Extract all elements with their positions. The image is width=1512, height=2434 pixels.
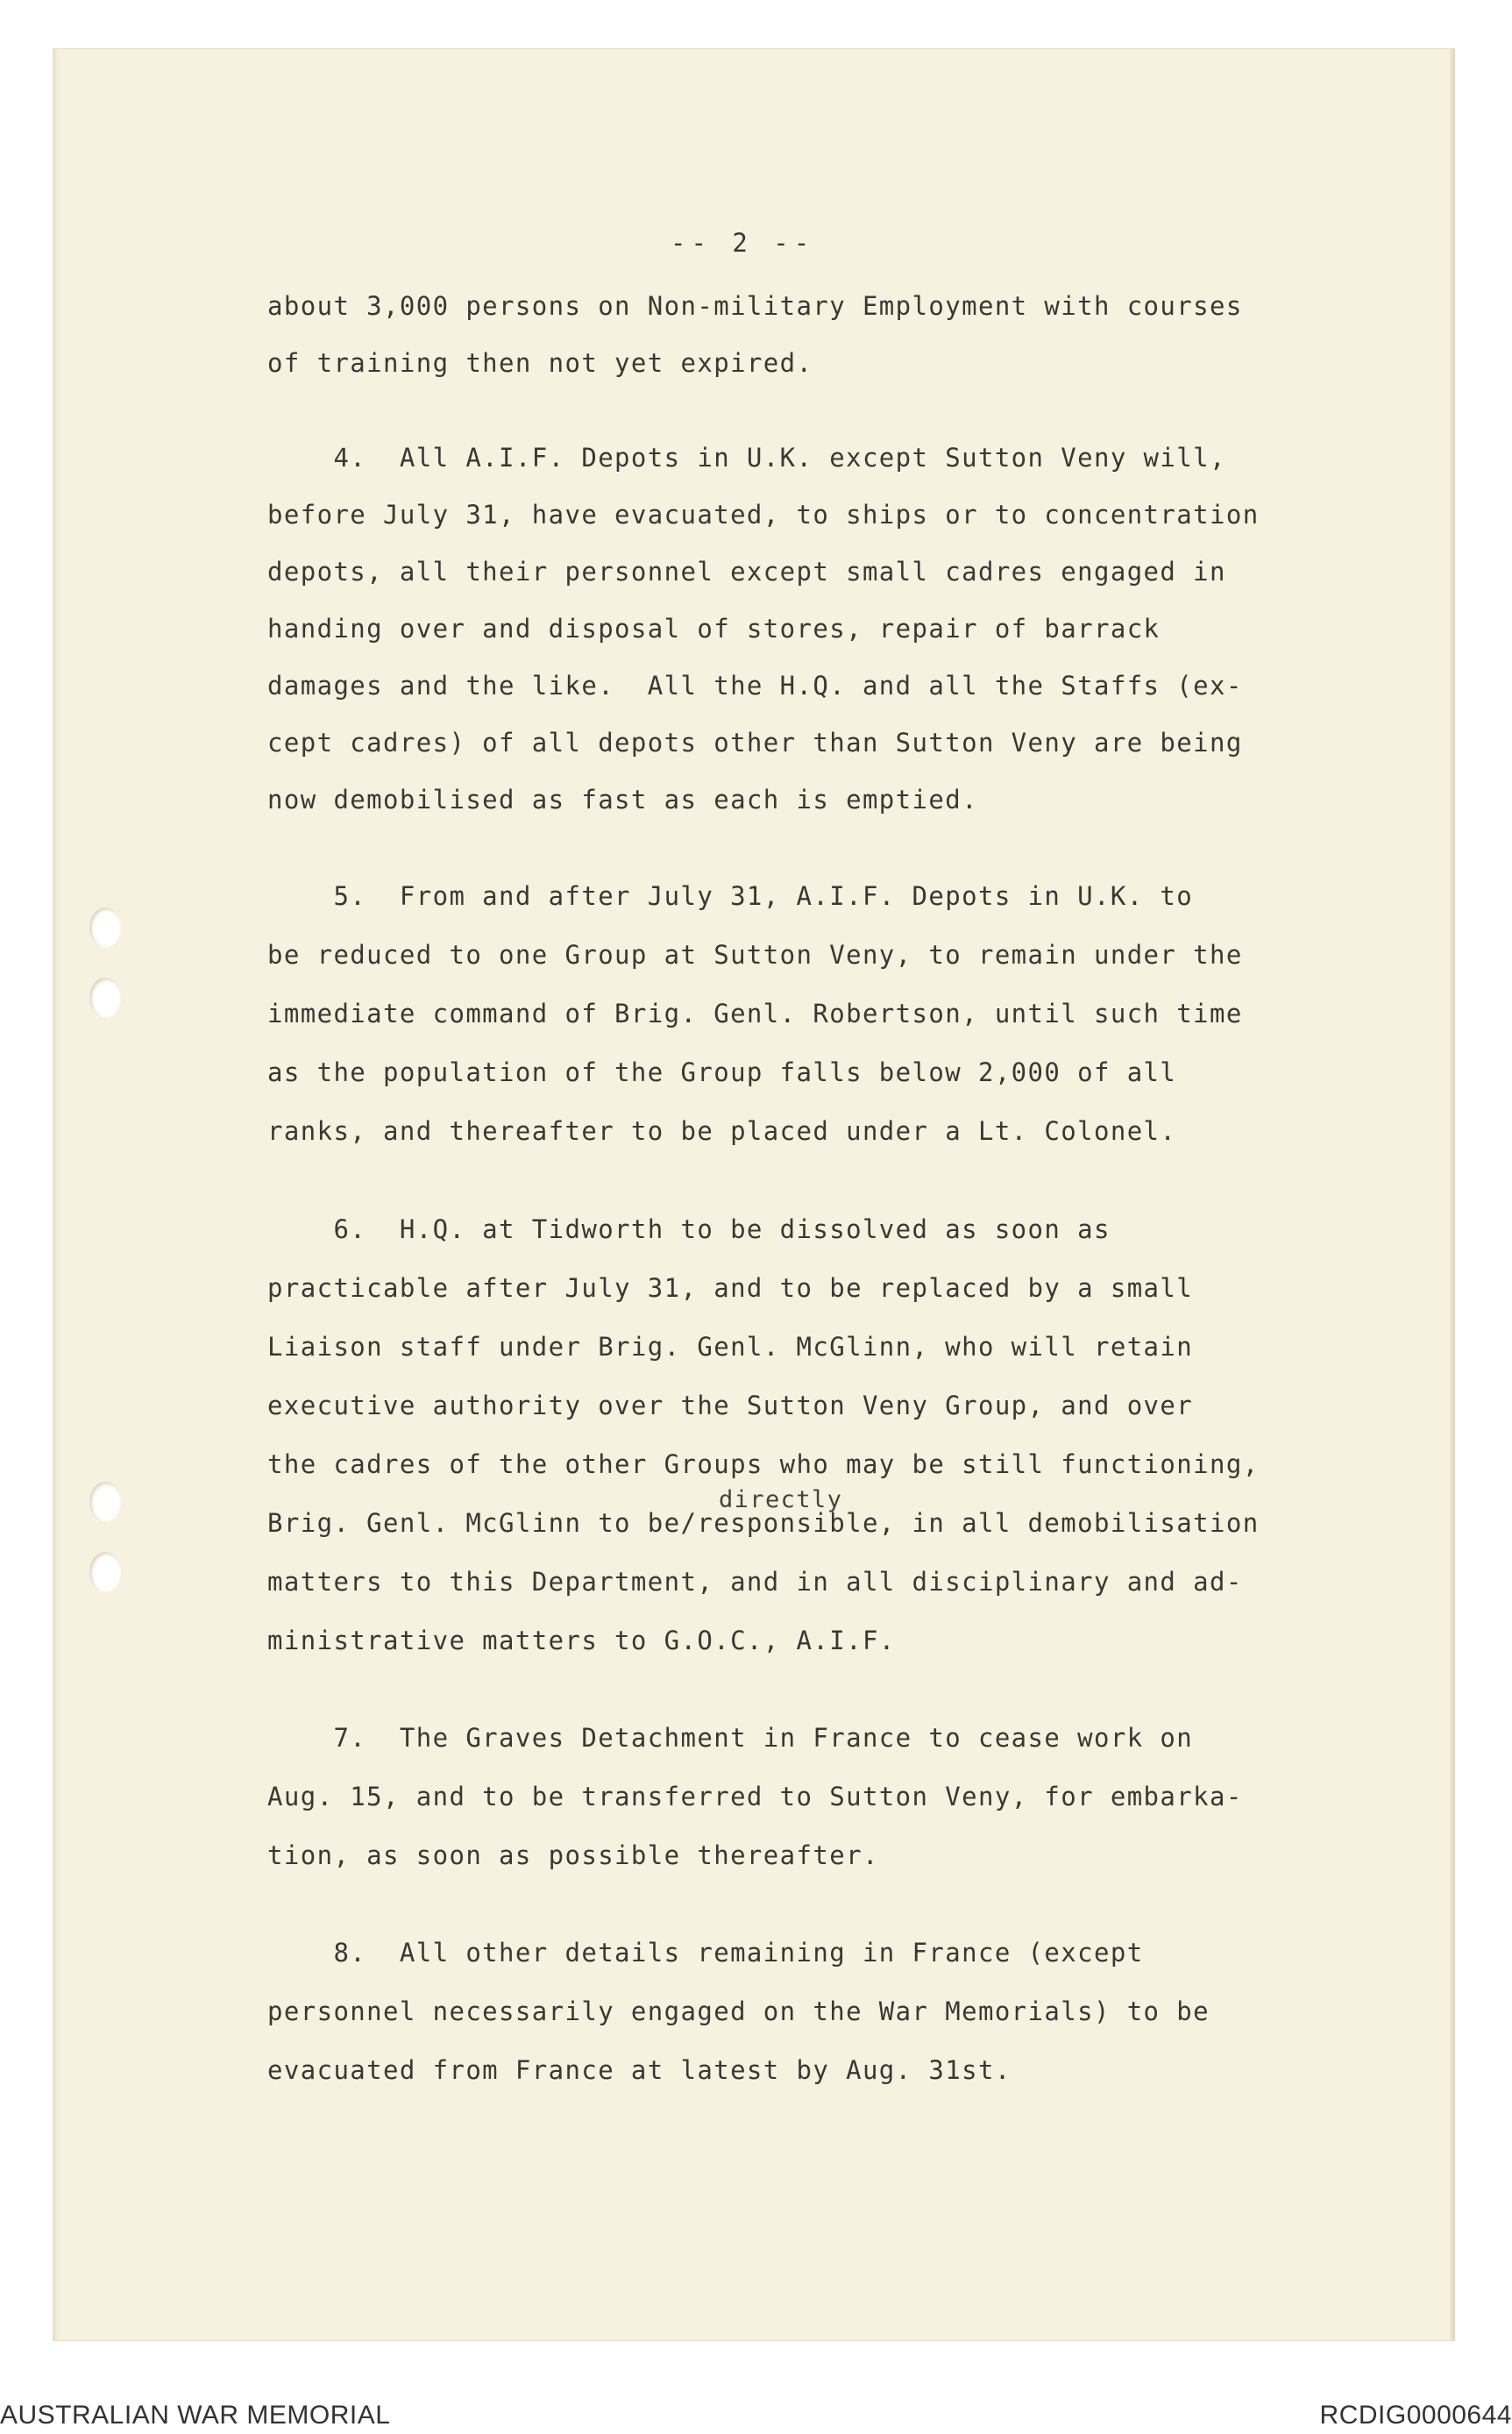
text-line: depots, all their personnel except small cadres engaged in: [267, 557, 1226, 587]
text-line: cept cadres) of all depots other than Sutton Veny are being: [267, 728, 1243, 758]
text-line: 7. The Graves Detachment in France to cease work on: [267, 1723, 1194, 1753]
text-line: before July 31, have evacuated, to ships or to concentration: [267, 500, 1260, 530]
punch-hole: [89, 978, 121, 1018]
text-line: Aug. 15, and to be transferred to Sutton Veny, for embarka-: [267, 1782, 1243, 1811]
text-line: matters to this Department, and in all disciplinary and ad-: [267, 1567, 1243, 1597]
handwritten-insertion: directly: [719, 1486, 843, 1513]
punch-hole: [89, 907, 121, 948]
text-line: be reduced to one Group at Sutton Veny, to remain under the: [267, 940, 1243, 970]
text-line: immediate command of Brig. Genl. Robertson, until such time: [267, 999, 1243, 1028]
punch-hole: [89, 1552, 121, 1592]
text-line: 5. From and after July 31, A.I.F. Depots in U.K. to: [267, 881, 1194, 911]
text-line: ranks, and thereafter to be placed under a Lt. Colonel.: [267, 1116, 1177, 1146]
text-line: evacuated from France at latest by Aug. 31st.: [267, 2055, 1012, 2085]
text-line: tion, as soon as possible thereafter.: [267, 1840, 879, 1870]
punch-hole: [89, 1482, 121, 1522]
text-line: 6. H.Q. at Tidworth to be dissolved as soon as: [267, 1214, 1111, 1244]
text-line: as the population of the Group falls below 2,000 of all: [267, 1057, 1177, 1087]
text-line: now demobilised as fast as each is emptied.: [267, 785, 978, 815]
text-line: personnel necessarily engaged on the War Memorials) to be: [267, 1996, 1210, 2026]
text-line: the cadres of the other Groups who may be still functioning,: [267, 1449, 1260, 1479]
text-line: executive authority over the Sutton Veny Group, and over: [267, 1391, 1194, 1420]
text-line: damages and the like. All the H.Q. and all the Staffs (ex-: [267, 671, 1243, 701]
text-line: practicable after July 31, and to be replaced by a small: [267, 1273, 1194, 1303]
footer-record-id: RCDIG0000644: [1319, 2401, 1512, 2430]
text-line: Brig. Genl. McGlinn to be/responsible, in all demobilisation: [267, 1508, 1260, 1538]
text-line: 4. All A.I.F. Depots in U.K. except Sutton Veny will,: [267, 443, 1226, 473]
text-line: ministrative matters to G.O.C., A.I.F.: [267, 1626, 896, 1655]
text-line: of training then not yet expired.: [267, 348, 813, 378]
text-line: about 3,000 persons on Non-military Employment with courses: [267, 291, 1243, 321]
text-line: handing over and disposal of stores, repair of barrack: [267, 614, 1161, 644]
text-line: Liaison staff under Brig. Genl. McGlinn, who will retain: [267, 1332, 1194, 1362]
footer-institution: AUSTRALIAN WAR MEMORIAL: [0, 2401, 391, 2430]
page-header: -- 2 --: [671, 228, 815, 258]
text-line: 8. All other details remaining in France (except: [267, 1938, 1144, 1968]
